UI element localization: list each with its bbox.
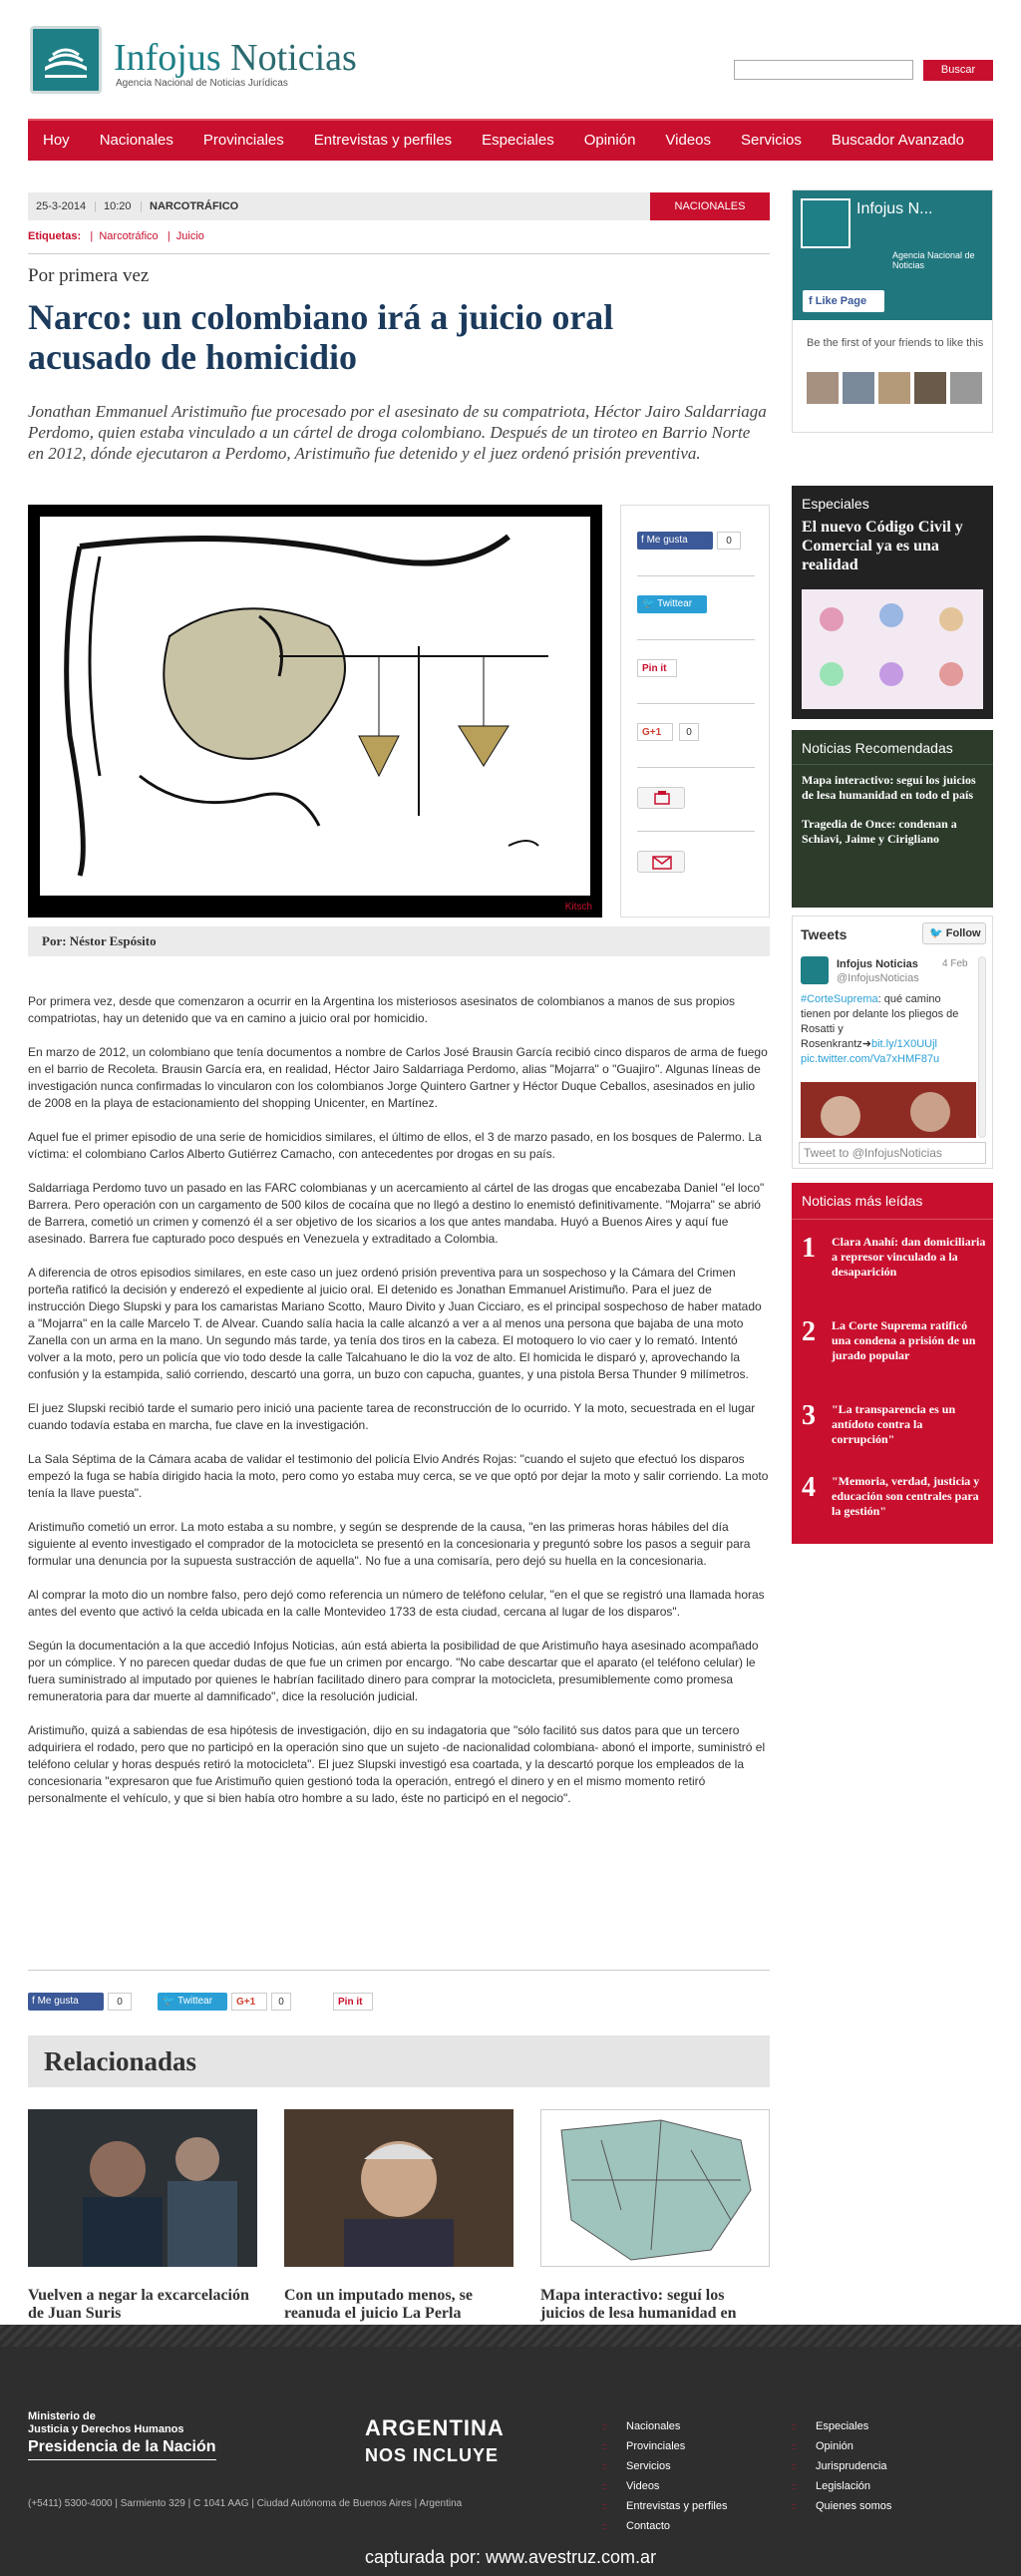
ministry-line2: Justicia y Derechos Humanos	[28, 2423, 184, 2435]
bullet-icon: ::	[602, 2501, 608, 2511]
footer-pattern	[0, 2325, 1021, 2347]
bullet-icon: ::	[602, 2421, 608, 2431]
footer-link[interactable]: :: Contacto	[602, 2516, 727, 2536]
article-paragraph: Aristimuño cometió un error. La moto estaba a su nombre, y según se desprende de la causa, "en las primeras horas hábiles del día siguiente al evento investigado el comprador de la motocicleta se presentó en la concesionaria y preguntó sobre los pasos a seguir para formular una denuncia por la supuesta sustracción de aquella". No fue a una comisaría, pero dejó su huella en la concesionaria.	[28, 1520, 751, 1568]
avatar[interactable]	[914, 372, 946, 404]
facebook-widget	[792, 189, 993, 433]
tweet-text	[801, 992, 970, 1067]
divider	[637, 831, 755, 832]
article-category[interactable]: NARCOTRÁFICO	[150, 200, 239, 212]
twitter-button-bottom[interactable]	[158, 1993, 227, 2011]
article-paragraph: Aquel fue el primer episodio de una serie de homicidios similares, el último de ellos, el 3 de marzo pasado, en los bosques de Palermo. La víctima: el colombiano Carlos Alberto Gutiérrez Camacho, con antecedentes por drogas en su país.	[28, 1130, 762, 1161]
nav-item-provinciales[interactable]: Provinciales	[202, 132, 284, 149]
argentina-tagline: NOS INCLUYE	[365, 2445, 500, 2465]
related-heading: Relacionadas	[28, 2035, 770, 2087]
recomendada-link[interactable]: Mapa interactivo: seguí los juicios de lesa humanidad en todo el país	[802, 773, 976, 802]
tags-label: Etiquetas:	[28, 230, 82, 242]
fb-page-name[interactable]: Infojus N...	[856, 200, 933, 217]
bullet-icon: ::	[792, 2501, 798, 2511]
fb-label: Me gusta	[646, 535, 688, 546]
nav-item-nacionales[interactable]: Nacionales	[99, 132, 173, 149]
rank-number: 2	[802, 1316, 816, 1347]
google-plus-button[interactable]: G+1	[637, 723, 673, 741]
article-paragraph: Al comprar la moto dio un nombre falso, pero dejó como referencia un número de teléfono celular, "en el que se registró una llamada horas antes del evento que activó la celda ubicada en la calle Montevideo 1733 de esta ciudad, cercana al lugar de los disparos".	[28, 1588, 765, 1619]
related-card[interactable]	[28, 2109, 257, 2323]
argentina-logo: ARGENTINA	[365, 2415, 505, 2440]
article-time: 10:20	[104, 200, 132, 212]
article-date: 25-3-2014	[36, 200, 87, 212]
ministry-line1: Ministerio de	[28, 2410, 96, 2422]
related-title[interactable]: Con un imputado menos, se reanuda el juicio La Perla	[284, 2287, 473, 2322]
bullet-icon: ::	[602, 2461, 608, 2471]
bullet-icon: ::	[792, 2421, 798, 2431]
twitter-icon: 🐦	[163, 1996, 178, 2007]
facebook-icon: f	[809, 295, 816, 307]
bullet-icon: ::	[792, 2461, 798, 2471]
especiales-heading: Especiales	[802, 496, 869, 512]
print-icon	[638, 788, 686, 810]
divider	[637, 639, 755, 640]
recomendadas-heading: Noticias Recomendadas	[792, 730, 993, 765]
avatar[interactable]	[801, 956, 829, 984]
footer-link[interactable]: :: Opinión	[792, 2436, 891, 2456]
site-header	[0, 0, 1021, 112]
twitter-icon: 🐦	[929, 927, 946, 939]
divider	[28, 253, 770, 254]
footer-link[interactable]: :: Provinciales	[602, 2436, 727, 2456]
article-lede: Jonathan Emmanuel Aristimuño fue procesado por el asesinato de su compatriota, Héctor Jairo Saldarriaga Perdomo, quien estaba vinculado a un cártel de droga colombiano. Después de un tiroteo en Barrio Norte en 2012, dónde ejecutaron a Perdomo, Aristimuño fue detenido y el juez ordenó prisión preventiva.	[28, 402, 767, 463]
tweet-link[interactable]: bit.ly/1X0UUjl	[870, 1038, 937, 1050]
google-plus-button-bottom[interactable]: G+1	[231, 1993, 267, 2011]
bullet-icon: ::	[602, 2521, 608, 2531]
tw-label: Twittear	[177, 1996, 213, 2007]
tweet-handle[interactable]: @InfojusNoticias	[837, 972, 919, 984]
meta-separator: |	[94, 200, 97, 212]
section-badge[interactable]: NACIONALES	[650, 192, 770, 220]
footer-link[interactable]: :: Nacionales	[602, 2416, 727, 2436]
nav-item-opinion[interactable]: Opinión	[583, 132, 636, 149]
footer-address: (+5411) 5300-4000 | Sarmiento 329 | C 1041 AAG | Ciudad Autónoma de Buenos Aires | Argentina	[28, 2498, 463, 2509]
fb-page-sub: Agencia Nacional de Noticias	[892, 250, 975, 270]
article-body	[28, 993, 770, 1824]
related-title[interactable]: Vuelven a negar la excarcelación de Juan Suris	[28, 2287, 249, 2322]
related-image[interactable]	[540, 2109, 770, 2267]
twitter-icon: 🐦	[642, 598, 658, 609]
article-kicker: Por primera vez	[28, 265, 150, 286]
search-input[interactable]	[734, 60, 913, 80]
site-logo-text[interactable]: Infojus Noticias	[114, 37, 357, 79]
divider	[637, 703, 755, 704]
tweet-body: : qué camino tienen por delante los pliegos de Rosatti y Rosenkrantz➜	[801, 993, 959, 1050]
presidency-logo[interactable]: Presidencia de la Nación	[28, 2438, 216, 2460]
nav-item-entrevistas[interactable]: Entrevistas y perfiles	[313, 132, 453, 149]
avatar[interactable]	[843, 372, 874, 404]
tweets-heading: Tweets	[801, 926, 848, 942]
image-credit: Kitsch	[564, 902, 592, 913]
rank-number: 3	[802, 1400, 816, 1431]
divider	[637, 575, 755, 576]
main-nav	[28, 119, 993, 161]
nav-item-videos[interactable]: Videos	[665, 132, 712, 149]
share-column	[620, 505, 770, 918]
google-plus-count-bottom: 0	[271, 1993, 291, 2011]
footer-link[interactable]: :: Entrevistas y perfiles	[602, 2496, 727, 2516]
footer-link[interactable]: :: Especiales	[792, 2416, 891, 2436]
avatar[interactable]	[950, 372, 982, 404]
related-title[interactable]: Mapa interactivo: seguí los juicios de lesa humanidad en	[540, 2287, 737, 2322]
fb-like-label: Like Page	[815, 295, 867, 307]
footer-link[interactable]: :: Jurisprudencia	[792, 2456, 891, 2476]
facebook-icon: f	[641, 535, 647, 546]
facebook-icon: f	[32, 1996, 38, 2007]
divider	[28, 1970, 770, 1971]
search-button[interactable]: Buscar	[923, 60, 993, 81]
tweet-pic-link[interactable]: pic.twitter.com/Va7xHMF87u	[801, 1053, 940, 1065]
twitter-widget	[792, 916, 993, 1169]
mas-leida-link[interactable]: "Memoria, verdad, justicia y educación son centrales para la gestión"	[832, 1474, 980, 1518]
tag-link[interactable]: Narcotráfico	[99, 230, 159, 242]
twitter-follow-button[interactable]	[922, 922, 986, 944]
pinterest-button-bottom[interactable]: Pin it	[333, 1993, 373, 2011]
follow-label: Follow	[945, 927, 981, 939]
tweet-date[interactable]: 4 Feb	[942, 958, 968, 969]
tweet-author[interactable]: Infojus Noticias	[837, 958, 918, 970]
footer-link[interactable]: :: Quienes somos	[792, 2496, 891, 2516]
separator: |	[167, 230, 170, 242]
avatar[interactable]	[878, 372, 910, 404]
meta-separator: |	[140, 200, 143, 212]
ministry-logo[interactable]	[28, 2410, 184, 2436]
facebook-count: 0	[717, 532, 741, 550]
mas-leida-link[interactable]: Clara Anahí: dan domiciliaria a represor vinculado a la desaparición	[832, 1235, 986, 1279]
related-card[interactable]	[540, 2109, 770, 2341]
article-paragraph: El juez Slupski recibió tarde el sumario pero inició una paciente tarea de reconstrucción de lo ocurrido. Y la moto, secuestrada en el lugar cuando todavía estaba en marcha, fue clave en la investigación.	[28, 1401, 756, 1432]
facebook-like-page-button[interactable]	[803, 290, 884, 312]
article-headline: Narco: un colombiano irá a juicio oral acusado de homicidio	[28, 297, 614, 377]
recomendadas-widget	[792, 730, 993, 908]
mas-leidas-widget	[792, 1183, 993, 1544]
recomendada-link[interactable]: Tragedia de Once: condenan a Schiavi, Jaime y Cirigliano	[802, 817, 957, 846]
fb-label: Me gusta	[37, 1996, 79, 2007]
google-plus-count: 0	[679, 723, 699, 741]
bullet-icon: ::	[602, 2481, 608, 2491]
fb-faces	[807, 372, 982, 404]
bullet-icon: ::	[602, 2441, 608, 2451]
fb-friends-text: Be the first of your friends to like this	[807, 337, 984, 349]
tweet-image[interactable]	[801, 1082, 976, 1138]
email-button[interactable]	[637, 851, 685, 873]
article-paragraph: Por primera vez, desde que comenzaron a ocurrir en la Argentina los misteriosos asesinatos de colombianos a manos de sus propios compatriotas, hay un detenido que va en camino a juicio oral por homicidio.	[28, 994, 736, 1025]
tw-label: Twittear	[657, 598, 693, 609]
article-paragraph: A diferencia de otros episodios similares, en este caso un juez ordenó prisión preventiva para un sospechoso y la Cámara del Crimen porteña ratificó la decisión y enderezó el expediente al juicio oral. El detenido es Jonathan Emmanuel Aristimuño. Para el juez de instrucción Diego Slupski y para los camaristas Mariano Scotto, Mauro Divito y Juan Cicciaro, es el principal sospechoso de haber matado a "Mojarra" en la calle Marcelo T. de Alvear. Cuando salía hacia la calle alcanzó a ver a al menos una persona que bajaba de una moto Zanella con un arma en la mano. Un segundo más tarde, ya tenía dos tiros en la cabeza. El motoquero lo vio caer y lo remató. Intentó volver a la moto, pero un policía que vio todo desde la calle Talcahuano le dio la voz de alto. El homicida le disparó y, aprovechando la confusión y la estampida, salió corriendo, descartó una gorra, un buzo con capucha, guantes, y una pistola Bersa Thunder 9 milímetros.	[28, 1266, 762, 1381]
especiales-image[interactable]	[802, 589, 983, 709]
article-paragraph: En marzo de 2012, un colombiano que tenía documentos a nombre de Carlos José Brausin García recibió cinco disparos de arma de fuego en el barrio de Recoleta. Brausin García era, en realidad, Héctor Jairo Saldarriaga Perdomo, alias "Mojarra" o "Guajiro". Algunas líneas de investigación nunca confirmadas lo vincularon con los colombianos Jorge Quintero Gartner y Héctor Duque Ceballos, asesinados en julio de 2008 en la playa de estacionamiento del shopping Unicenter, en Martínez.	[28, 1045, 768, 1110]
related-image[interactable]	[284, 2109, 513, 2267]
article-paragraph: Saldarriaga Perdomo tuvo un pasado en las FARC colombianas y un acercamiento al cártel de las drogas que encabezaba Daniel "el loco" Barrera. Pero operación con un cargamento de 500 kilos de cocaína que no llegó a destino lo enemistó definitivamente. "Mojarra" se abrió de Barrera, cometió un crimen y comenzó él a ser objetivo de los sicarios a los que antes mandaba. Huyó a Buenos Aires y aquí fue asesinado. Barrera fue capturado poco después en Venezuela y extraditado a Colombia.	[28, 1181, 765, 1246]
separator: |	[90, 230, 94, 242]
rank-number: 4	[802, 1472, 816, 1503]
nav-item-buscador[interactable]: Buscador Avanzado	[831, 132, 965, 149]
article-paragraph: Aristimuño, quizá a sabiendas de esa hipótesis de investigación, dijo en su indagatoria que "sólo facilitó sus datos para que un tercero adquiriera el rodado, pero que no participó en la operación sino que un sujeto -de nacionalidad colombiana- abonó el importe, suministró el teléfono celular y horas después retiró la motocicleta". El juez Slupski investigó esa coartada, y la descartó porque los empleados de la concesionaria "expresaron que fue Aristimuño quien gestionó toda la operación, entregó el dinero y en el mismo momento retiró personalmente el vehículo, y que si bien había otro hombre a su lado, éste no participó en el negocio".	[28, 1723, 766, 1805]
article-paragraph: Según la documentación a la que accedió Infojus Noticias, aún está abierta la posibilidad de que Aristimuño haya asesinado acompañado por un cómplice. Y no parecen quedar dudas de que fue un crimen por encargo. "No cabe descartar que el aparato (el teléfono celular) le fuera suministrado al imputado por quienes le habrían facilitado dinero para comprar la motocicleta, presumiblemente como promesa remuneratoria para dar muerte al damnificado", dice la resolución judicial.	[28, 1639, 759, 1703]
avatar[interactable]	[807, 372, 839, 404]
especiales-widget	[792, 486, 993, 719]
tags-row	[28, 230, 204, 242]
tag-link[interactable]: Juicio	[175, 230, 204, 242]
mas-leida-link[interactable]: "La transparencia es un antídoto contra la corrupción"	[832, 1402, 956, 1446]
cartoon-illustration	[40, 517, 590, 896]
divider	[637, 767, 755, 768]
nav-item-especiales[interactable]: Especiales	[482, 132, 554, 149]
tweet-input[interactable]: Tweet to @InfojusNoticias	[799, 1142, 986, 1164]
tweet-hashtag[interactable]: #CorteSuprema	[801, 993, 878, 1005]
mail-icon	[638, 852, 686, 874]
tweet-scrollbar[interactable]	[978, 956, 986, 1138]
nav-item-servicios[interactable]: Servicios	[741, 132, 802, 149]
facebook-like-button-bottom[interactable]	[28, 1993, 104, 2011]
footer-link[interactable]: :: Servicios	[602, 2456, 727, 2476]
capture-credit: capturada por: www.avestruz.com.ar	[364, 2547, 657, 2567]
bullet-icon: ::	[792, 2441, 798, 2451]
article-author: Por: Néstor Espósito	[28, 926, 770, 956]
nav-item-hoy[interactable]: Hoy	[43, 132, 70, 149]
rank-number: 1	[802, 1233, 816, 1264]
site-tagline: Agencia Nacional de Noticias Jurídicas	[116, 78, 288, 89]
article-image	[28, 505, 602, 918]
footer-links-col2	[792, 2416, 891, 2516]
related-image[interactable]	[28, 2109, 257, 2267]
twitter-button[interactable]	[637, 595, 707, 613]
facebook-like-button[interactable]	[637, 532, 713, 550]
footer-links-col1	[602, 2416, 727, 2536]
especiales-title[interactable]: El nuevo Código Civil y Comercial ya es una realidad	[802, 519, 963, 573]
print-button[interactable]	[637, 787, 685, 809]
fb-page-logo-icon	[801, 198, 851, 248]
article-paragraph: La Sala Séptima de la Cámara acaba de validar el testimonio del policía Elvio Andrés Rojas: "cuando el sujeto que efectuó los disparos empezó la fuga se había dirigido hacia la moto, pero como yo estaba muy cerca, se ve que optó por dejar la moto y salir corriendo. La moto tenía la llave puesta".	[28, 1452, 769, 1500]
footer-link[interactable]: :: Videos	[602, 2476, 727, 2496]
pinterest-button[interactable]: Pin it	[637, 659, 677, 677]
mas-leida-link[interactable]: La Corte Suprema ratificó una condena a prisión de un jurado popular	[832, 1318, 976, 1362]
mas-leidas-heading: Noticias más leídas	[792, 1183, 993, 1220]
footer-link[interactable]: :: Legislación	[792, 2476, 891, 2496]
related-card[interactable]	[284, 2109, 513, 2323]
logo-icon[interactable]	[30, 26, 102, 94]
bullet-icon: ::	[792, 2481, 798, 2491]
facebook-count-bottom: 0	[108, 1993, 132, 2011]
